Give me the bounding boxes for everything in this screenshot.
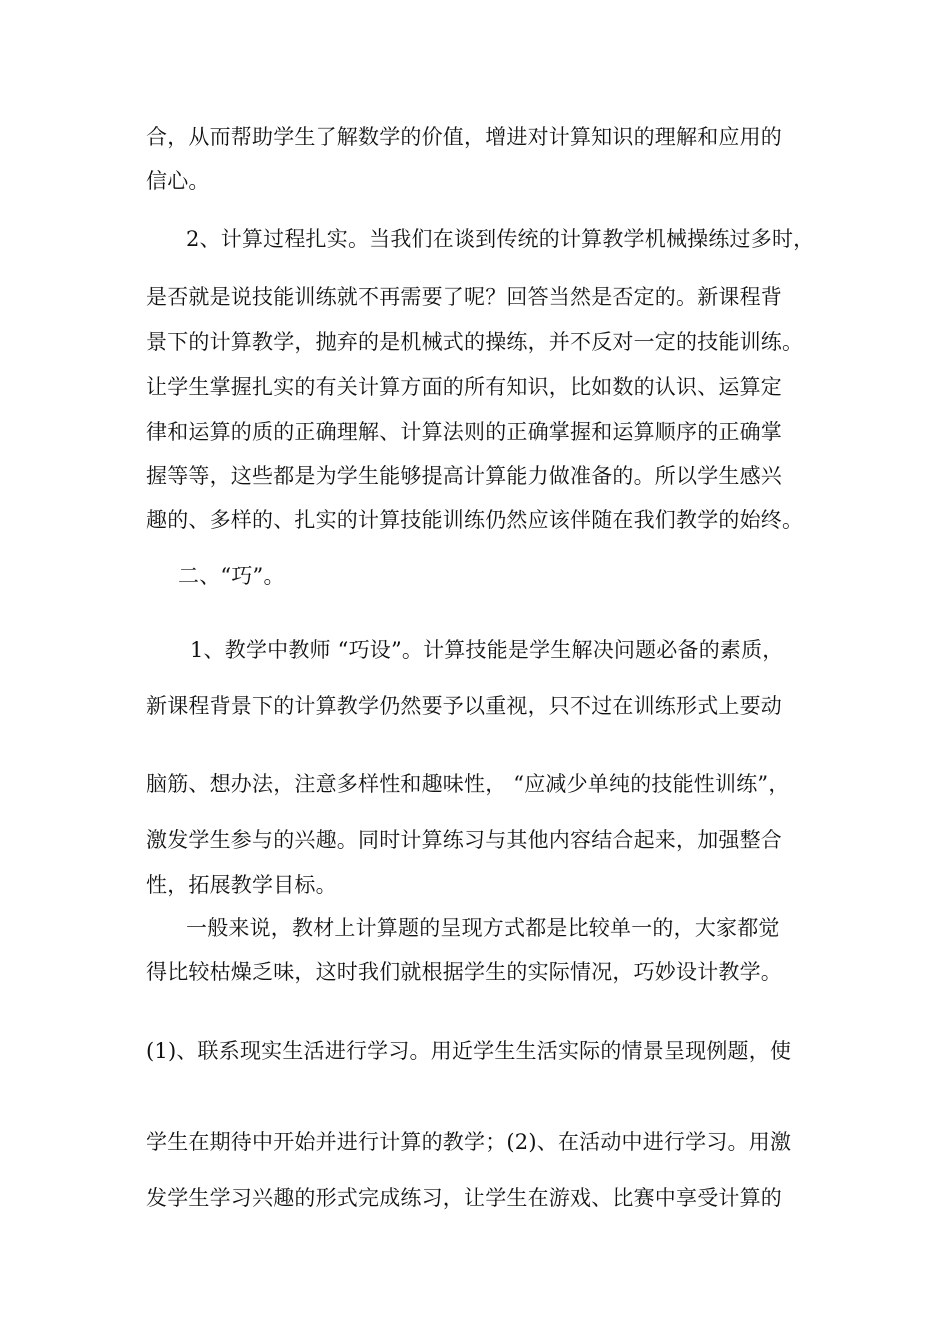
text-line: (1)、联系现实生活进行学习。用近学生生活实际的情景呈现例题，使 [146,1039,792,1063]
text-line: 性，拓展教学目标。 [146,873,337,897]
text-line: 2、计算过程扎实。当我们在谈到传统的计算教学机械操练过多时， [186,227,815,251]
text-line: 趣的、多样的、扎实的计算技能训练仍然应该伴随在我们教学的始终。 [146,508,804,532]
text-line: 1、教学中教师 “巧设”。计算技能是学生解决问题必备的素质， [190,638,784,662]
text-line: 新课程背景下的计算教学仍然要予以重视，只不过在训练形式上要动 [146,694,782,718]
text-line: 握等等，这些都是为学生能够提高计算能力做准备的。所以学生感兴 [146,464,782,488]
text-line: 发学生学习兴趣的形式完成练习，让学生在游戏、比赛中享受计算的 [146,1186,782,1210]
text-line: 激发学生参与的兴趣。同时计算练习与其他内容结合起来，加强整合 [146,828,782,852]
text-line: 律和运算的质的正确理解、计算法则的正确掌握和运算顺序的正确掌 [146,420,782,444]
text-line: 景下的计算教学，抛弃的是机械式的操练，并不反对一定的技能训练。 [146,330,804,354]
text-line: 得比较枯燥乏味，这时我们就根据学生的实际情况，巧妙设计教学。 [146,960,782,984]
text-line: 脑筋、想办法，注意多样性和趣味性， “应减少单纯的技能性训练”， [146,772,790,796]
text-line: 信心。 [146,169,210,193]
text-line: 让学生掌握扎实的有关计算方面的所有知识，比如数的认识、运算定 [146,375,782,399]
text-line: 合，从而帮助学生了解数学的价值，增进对计算知识的理解和应用的 [146,125,782,149]
section-heading: 二、“巧”。 [178,564,285,588]
text-line: 是否就是说技能训练就不再需要了呢？回答当然是否定的。新课程背 [146,285,782,309]
text-line: 学生在期待中开始并进行计算的教学；(2)、在活动中进行学习。用激 [146,1130,792,1154]
text-line: 一般来说，教材上计算题的呈现方式都是比较单一的，大家都觉 [186,916,780,940]
